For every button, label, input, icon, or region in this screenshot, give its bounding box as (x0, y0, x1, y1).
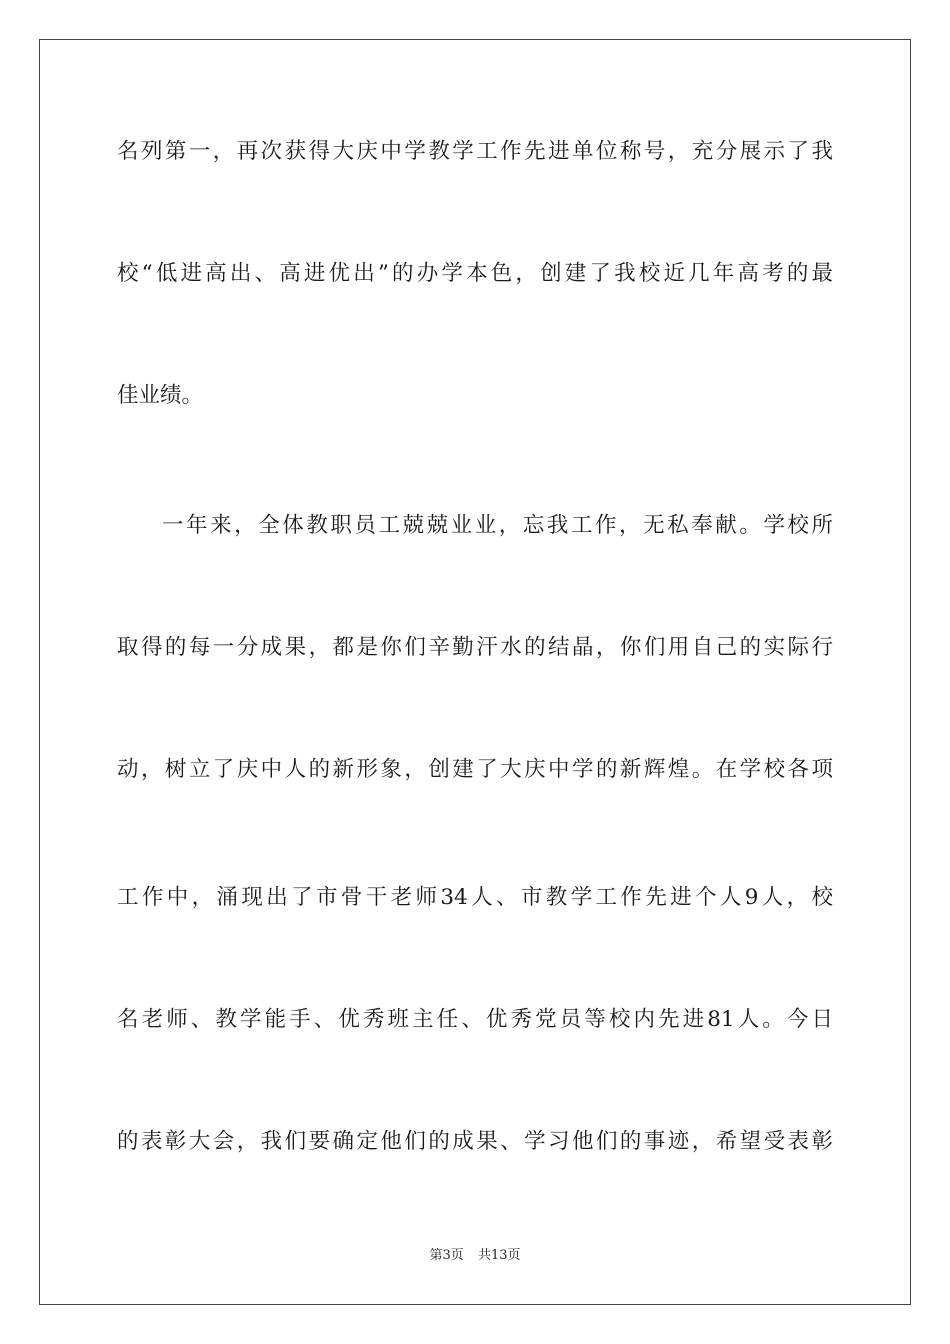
text-line-1: 名列第一，再次获得大庆中学教学工作先进单位称号，充分展示了我 (117, 139, 833, 164)
page-footer (0, 1247, 950, 1265)
text-line-7: 工作中，涌现出了市骨干老师34人、市教学工作先进个人9人，校 (117, 885, 833, 910)
text-line-6: 动，树立了庆中人的新形象，创建了大庆中学的新辉煌。在学校各项 (117, 757, 833, 782)
text-line-9: 的表彰大会，我们要确定他们的成果、学习他们的事迹，希望受表彰 (117, 1129, 833, 1154)
text-line-8: 名老师、教学能手、优秀班主任、优秀党员等校内先进81人。今日 (117, 1007, 833, 1032)
page-total: 共13页 (477, 1248, 521, 1263)
text-line-5: 取得的每一分成果，都是你们辛勤汗水的结晶，你们用自己的实际行 (117, 635, 833, 660)
text-line-2: 校“低进高出、高进优出”的办学本色，创建了我校近几年高考的最 (117, 261, 833, 286)
text-line-4: 一年来，全体教职员工兢兢业业，忘我工作，无私奉献。学校所 (162, 513, 833, 538)
page-number: 第3页 (429, 1248, 464, 1263)
text-line-3: 佳业绩。 (117, 383, 204, 408)
page-border (39, 39, 911, 1305)
